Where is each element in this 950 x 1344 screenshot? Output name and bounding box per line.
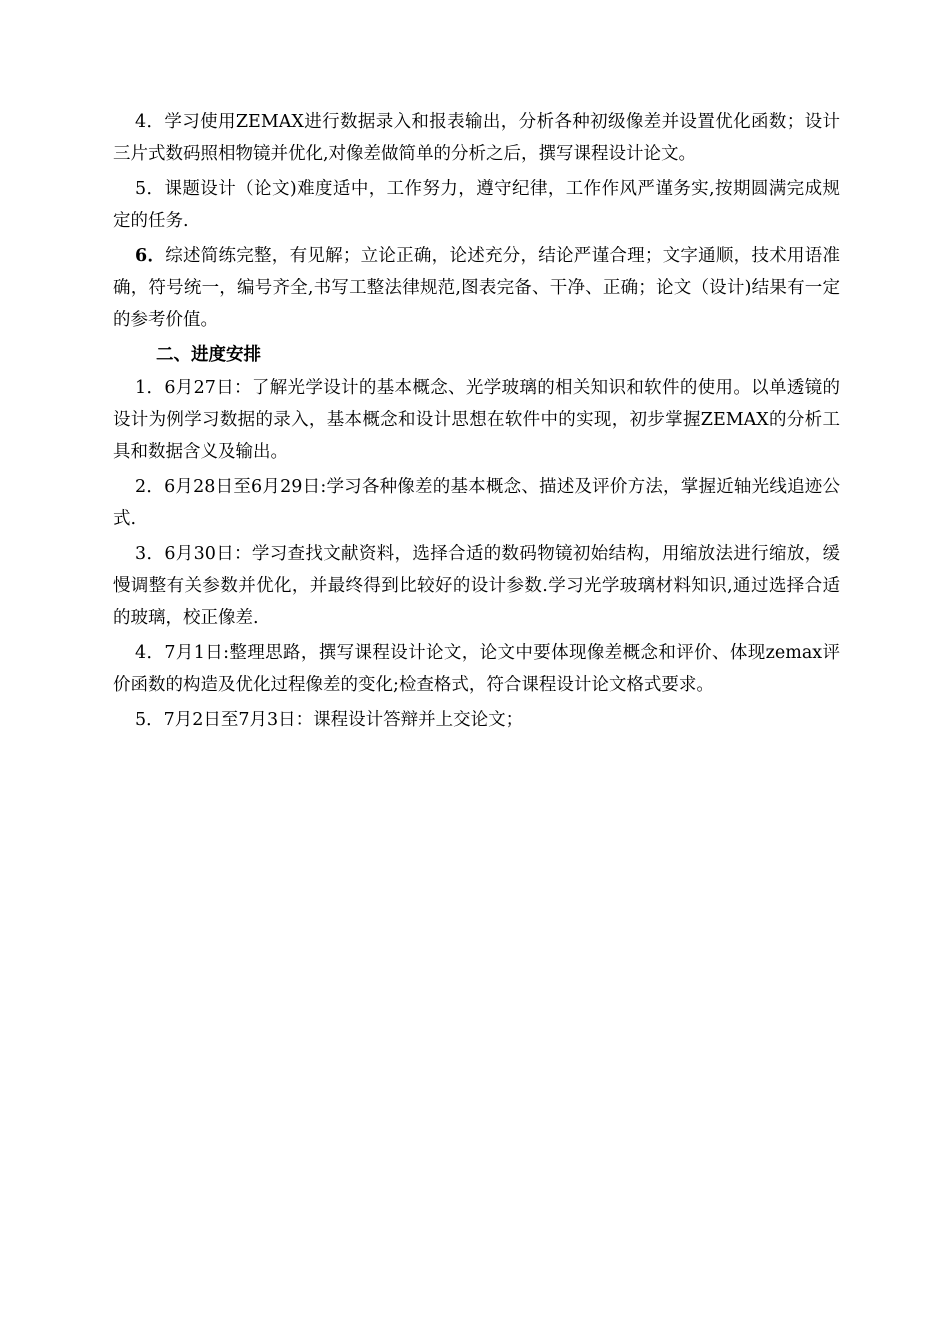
schedule-item-5	[113, 704, 840, 736]
item-text: 7月2日至7月3日：课程设计答辩并上交论文；	[163, 710, 524, 730]
document-body	[113, 106, 840, 739]
item-number: 4．	[135, 643, 165, 663]
section-heading-schedule: 二、进度安排	[156, 345, 261, 365]
item-number: 4．	[135, 112, 165, 132]
item-text: 课题设计（论文)难度适中，工作努力，遵守纪律，工作作风严谨务实,按期圆满完成规定的任务.	[113, 179, 841, 231]
item-number: 1．	[135, 378, 165, 398]
item-text: 学习使用ZEMAX进行数据录入和报表输出，分析各种初级像差并设置优化函数；设计三片式数码照相物镜并优化,对像差做简单的分析之后，撰写课程设计论文。	[113, 112, 840, 164]
item-number: 5．	[135, 710, 164, 730]
item-text: 7月1日:整理思路，撰写课程设计论文，论文中要体现像差概念和评价、体现zemax评价函数的构造及优化过程像差的变化;检查格式，符合课程设计论文格式要求。	[113, 643, 840, 695]
schedule-item-1	[113, 372, 840, 468]
item-text: 综述简练完整，有见解；立论正确，论述充分，结论严谨合理；文字通顺，技术用语准确，符号统一，编号齐全,书写工整法律规范,图表完备、干净、正确；论文（设计)结果有一定的参考价值。	[113, 246, 840, 330]
item-number: 2．	[135, 477, 165, 497]
item-number: 5．	[135, 179, 165, 199]
requirement-item-5	[113, 173, 840, 237]
requirement-item-6	[113, 240, 840, 336]
item-number: 6．	[135, 246, 166, 266]
item-text: 6月27日：了解光学设计的基本概念、光学玻璃的相关知识和软件的使用。以单透镜的设计为例学习数据的录入，基本概念和设计思想在软件中的实现，初步掌握ZEMAX的分析工具和数据含义及输出。	[113, 378, 841, 462]
item-number: 3．	[135, 544, 165, 564]
item-text: 6月30日：学习查找文献资料，选择合适的数码物镜初始结构，用缩放法进行缩放，缓慢调整有关参数并优化，并最终得到比较好的设计参数.学习光学玻璃材料知识,通过选择合适的玻璃，校正像差.	[113, 544, 841, 628]
item-text: 6月28日至6月29日:学习各种像差的基本概念、描述及评价方法，掌握近轴光线追迹公式.	[113, 477, 840, 529]
schedule-item-2	[113, 471, 840, 535]
requirement-item-4	[113, 106, 840, 170]
schedule-item-4	[113, 637, 840, 701]
schedule-item-3	[113, 538, 840, 634]
